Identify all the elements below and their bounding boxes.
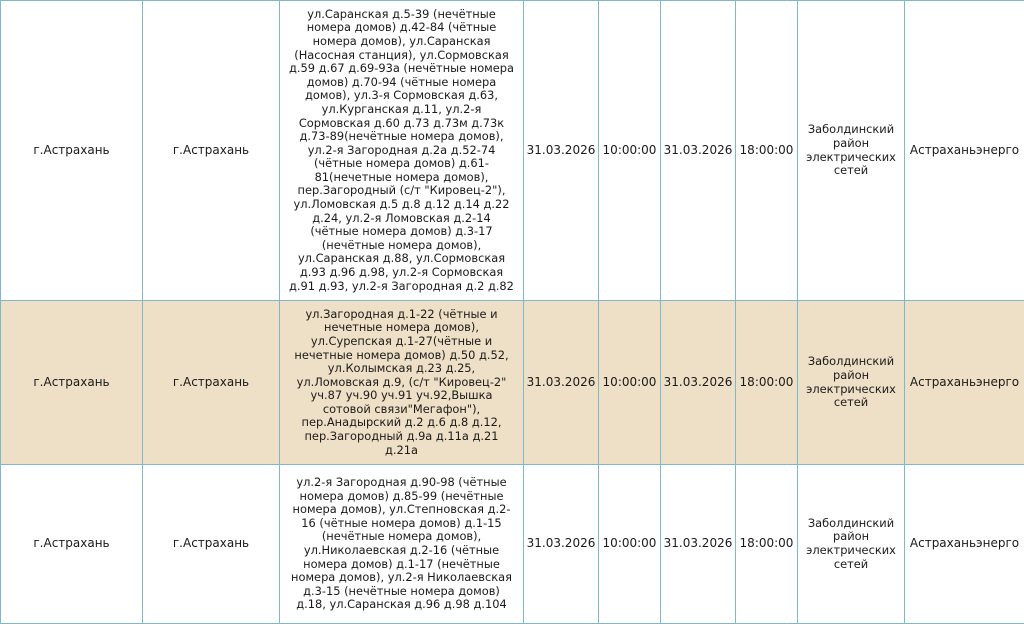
table-row (1, 1, 1024, 301)
settlement-cell: г.Астрахань (143, 465, 280, 624)
district-cell: Заболдинский район электрических сетей (798, 301, 905, 465)
address-cell: ул.Саранская д.5-39 (нечётные номера домов) д.42-84 (чётные номера домов), ул.Саранская (Насосная станция), ул.Сормовская д.59 д.67 д.69-93а (нечётные номера домов) д.70-94 (чётные номера домов), ул.3-я Сормовская д.63, ул.Курганская д.11, ул.2-я Сормовская д.60 д.73 д.73м д.73к д.73-89(нечётные номера домов), ул.2-я Загородная д.2а д.52-74 (чётные номера домов) д.61-81(нечетные номера домов), пер.Загородный (с/т "Кировец-2"), ул.Ломовская д.5 д.8 д.12 д.14 д.22 д.24, ул.2-я Ломовская д.2-14 (чётные номера домов) д.3-17 (нечётные номера домов), ул.Саранская д.88, ул.Сормовская д.93 д.96 д.98, ул.2-я Сормовская д.91 д.93, ул.2-я Загородная д.2 д.82 (280, 1, 524, 301)
start-date-cell: 31.03.2026 (524, 465, 599, 624)
start-time-cell: 10:00:00 (599, 1, 661, 301)
settlement-cell: г.Астрахань (143, 301, 280, 465)
end-date-cell: 31.03.2026 (661, 301, 736, 465)
end-date-cell: 31.03.2026 (661, 1, 736, 301)
start-time-cell: 10:00:00 (599, 465, 661, 624)
company-cell: Астраханьэнерго (905, 1, 1024, 301)
settlement-cell: г.Астрахань (143, 1, 280, 301)
table-row (1, 465, 1024, 624)
end-date-cell: 31.03.2026 (661, 465, 736, 624)
end-time-cell: 18:00:00 (736, 465, 798, 624)
start-date-cell: 31.03.2026 (524, 1, 599, 301)
start-date-cell: 31.03.2026 (524, 301, 599, 465)
company-cell: Астраханьэнерго (905, 301, 1024, 465)
company-cell: Астраханьэнерго (905, 465, 1024, 624)
table-row (1, 301, 1024, 465)
end-time-cell: 18:00:00 (736, 301, 798, 465)
start-time-cell: 10:00:00 (599, 301, 661, 465)
region-cell: г.Астрахань (1, 465, 143, 624)
region-cell: г.Астрахань (1, 1, 143, 301)
district-cell: Заболдинский район электрических сетей (798, 465, 905, 624)
address-cell: ул.2-я Загородная д.90-98 (чётные номера домов) д.85-99 (нечётные номера домов), ул.Степновская д.2-16 (чётные номера домов) д.1-15 (нечётные номера домов), ул.Николаевская д.2-16 (чётные номера домов) д.1-17 (нечётные номера домов), ул.2-я Николаевская д.3-15 (нечётные номера домов) д.18, ул.Саранская д.96 д.98 д.104 (280, 465, 524, 624)
end-time-cell: 18:00:00 (736, 1, 798, 301)
district-cell: Заболдинский район электрических сетей (798, 1, 905, 301)
address-cell: ул.Загородная д.1-22 (чётные и нечетные номера домов), ул.Сурепская д.1-27(чётные и нечетные номера домов) д.50 д.52, ул.Колымская д.23 д.25, ул.Ломовская д.9, (с/т "Кировец-2" уч.87 уч.90 уч.91 уч.92,Вышка сотовой связи"Мегафон"), пер.Анадырский д.2 д.6 д.8 д.12, пер.Загородный д.9а д.11а д.21 д.21а (280, 301, 524, 465)
region-cell: г.Астрахань (1, 301, 143, 465)
